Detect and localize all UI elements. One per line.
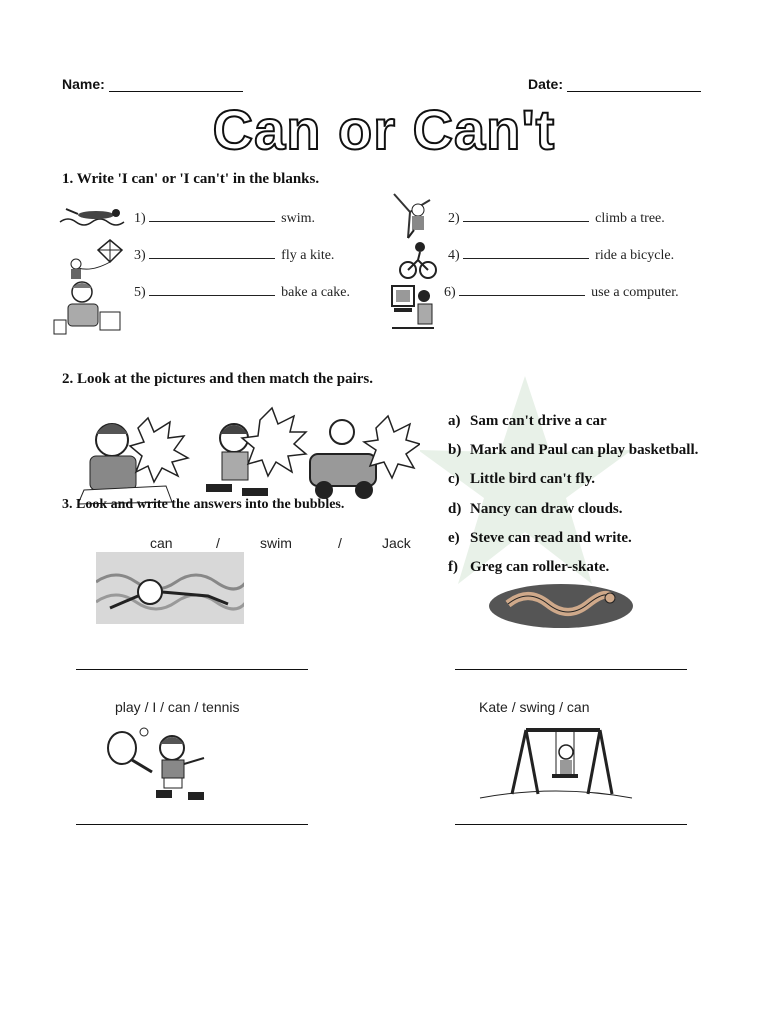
answer-line-1[interactable]	[76, 669, 308, 670]
name-blank[interactable]	[109, 77, 243, 92]
ex1-num: 1)	[134, 211, 146, 226]
date-field	[528, 76, 701, 92]
pair-e	[448, 530, 632, 547]
pair-letter: c)	[448, 471, 460, 487]
ex1-num: 5)	[134, 285, 146, 300]
pair-letter: f)	[448, 559, 458, 575]
answer-blank[interactable]	[463, 208, 589, 222]
pair-letter: b)	[448, 442, 462, 458]
bicycle-icon	[398, 240, 438, 280]
answer-blank[interactable]	[149, 245, 275, 259]
pair-text: Sam can't drive a car	[470, 413, 607, 429]
ex1-item-4	[448, 245, 674, 264]
prompt-1-word-1: can	[150, 535, 173, 551]
pair-text: Greg can roller-skate.	[470, 559, 610, 575]
pair-text: Little bird can't fly.	[470, 471, 595, 487]
answer-blank[interactable]	[459, 282, 585, 296]
ex1-text: use a computer.	[591, 285, 679, 300]
section3-instruction: 3. Look and write the answers into the bubbles.	[62, 497, 345, 512]
ex1-num: 6)	[444, 285, 456, 300]
prompt-3: Kate / swing / can	[479, 699, 590, 715]
page-title: Can or Can't	[212, 98, 556, 161]
computer-icon	[388, 282, 438, 334]
ex1-text: climb a tree.	[595, 211, 665, 226]
ex1-item-6	[444, 282, 679, 301]
answer-blank[interactable]	[149, 282, 275, 296]
pair-letter: d)	[448, 501, 462, 517]
prompt-1-word-5: Jack	[382, 535, 411, 551]
ex1-text: bake a cake.	[281, 285, 350, 300]
ex1-text: swim.	[281, 211, 316, 226]
swimmer-icon	[56, 202, 128, 230]
ex1-num: 2)	[448, 211, 460, 226]
tennis-boy-icon	[104, 726, 226, 802]
section1-instruction: 1. Write 'I can' or 'I can't' in the blanks.	[62, 171, 320, 187]
answer-blank[interactable]	[149, 208, 275, 222]
prompt-1-word-3: swim	[260, 535, 292, 551]
baker-icon	[52, 278, 124, 336]
prompt-1-word-4: /	[338, 535, 342, 551]
pair-text: Nancy can draw clouds.	[470, 501, 623, 517]
name-field	[62, 76, 243, 92]
prompt-1-word-2: /	[216, 535, 220, 551]
pair-letter: a)	[448, 413, 461, 429]
climber-icon	[390, 190, 440, 240]
ex1-item-2	[448, 208, 665, 227]
pair-text: Mark and Paul can play basketball.	[470, 442, 699, 458]
pair-letter: e)	[448, 530, 460, 546]
answer-line-2[interactable]	[455, 669, 687, 670]
swing-icon	[476, 722, 636, 802]
ex1-num: 4)	[448, 248, 460, 263]
pair-b	[448, 442, 698, 459]
ex1-num: 3)	[134, 248, 146, 263]
ex1-text: ride a bicycle.	[595, 248, 675, 263]
date-label: Date:	[528, 76, 564, 92]
ex1-item-3	[134, 245, 334, 264]
pair-a	[448, 413, 607, 430]
pair-f	[448, 559, 609, 576]
pair-c	[448, 471, 595, 488]
answer-line-3[interactable]	[76, 824, 308, 825]
section2-pictures	[76, 398, 420, 508]
date-blank[interactable]	[567, 77, 701, 92]
ex1-item-1	[134, 208, 315, 227]
prompt-2: play / I / can / tennis	[115, 699, 240, 715]
pair-text: Steve can read and write.	[470, 530, 632, 546]
snake-icon	[488, 578, 634, 630]
answer-line-4[interactable]	[455, 824, 687, 825]
swimming-boy-icon	[96, 552, 244, 624]
pair-d	[448, 501, 623, 518]
answer-blank[interactable]	[463, 245, 589, 259]
name-label: Name:	[62, 76, 105, 92]
kite-icon	[62, 238, 128, 282]
section2-instruction: 2. Look at the pictures and then match the pairs.	[62, 371, 373, 387]
ex1-item-5	[134, 282, 350, 301]
ex1-text: fly a kite.	[281, 248, 335, 263]
